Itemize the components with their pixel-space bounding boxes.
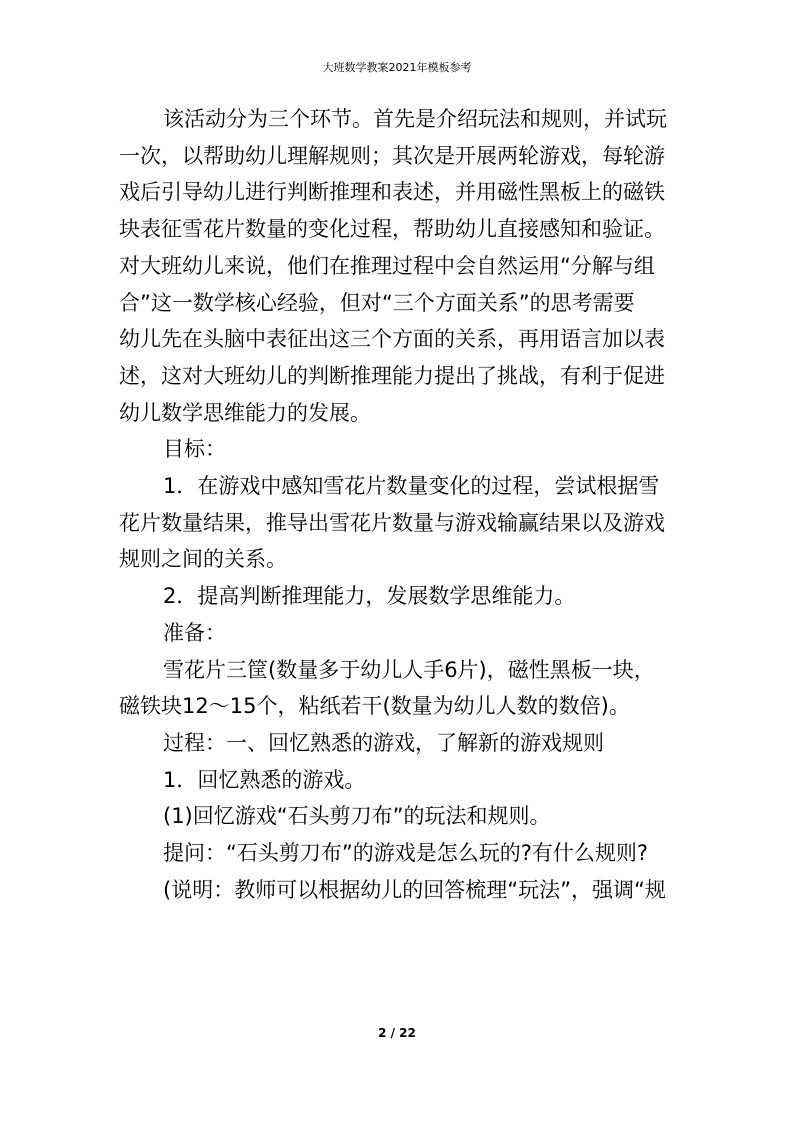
process-heading-text: 过程：一、回忆熟悉的游戏，了解新的游戏规则: [163, 730, 604, 755]
text-line: (说明：教师可以根据幼儿的回答梳理“玩法”，强调“规: [163, 877, 666, 902]
text-line: 2．提高判断推理能力，发展数学思维能力。: [163, 584, 576, 609]
text-line: 磁铁块12～15个，粘纸若干(数量为幼儿人数的数倍)。: [119, 694, 630, 719]
note-paragraph: [119, 872, 679, 909]
goals-heading-text: 目标：: [163, 437, 226, 462]
prep-heading-text: 准备：: [163, 620, 226, 645]
goals-heading: [119, 431, 679, 468]
text-line: 块表征雪花片数量的变化过程，帮助幼儿直接感知和验证。: [119, 217, 665, 242]
question-paragraph: [119, 835, 679, 872]
text-line: 幼儿先在头脑中表征出这三个方面的关系，再用语言加以表: [119, 327, 665, 352]
text-line: 述，这对大班幼儿的判断推理能力提出了挑战，有利于促进: [119, 363, 665, 388]
text-line: 提问：“石头剪刀布”的游戏是怎么玩的?有什么规则?: [163, 841, 649, 866]
text-line: 1．在游戏中感知雪花片数量变化的过程，尝试根据雪: [163, 474, 660, 499]
text-line: (1)回忆游戏“石头剪刀布”的玩法和规则。: [163, 804, 551, 829]
document-body: [119, 101, 679, 908]
text-line: 一次，以帮助幼儿理解规则；其次是开展两轮游戏，每轮游: [119, 143, 665, 168]
intro-paragraph: [119, 101, 679, 431]
text-line: 合”这一数学核心经验，但对“三个方面关系”的思考需要: [119, 290, 635, 315]
page-number: 2 / 22: [378, 1026, 416, 1040]
text-line: 1．回忆熟悉的游戏。: [163, 767, 366, 792]
prep-heading: [119, 615, 679, 652]
text-line: 雪花片三筐(数量多于幼儿人手6片)，磁性黑板一块，: [163, 657, 655, 682]
text-line: 对大班幼儿来说，他们在推理过程中会自然运用“分解与组: [119, 253, 655, 278]
step-1-paragraph: [119, 762, 679, 799]
prep-paragraph: [119, 652, 679, 725]
process-heading: [119, 725, 679, 762]
text-line: 戏后引导幼儿进行判断推理和表述，并用磁性黑板上的磁铁: [119, 180, 665, 205]
text-line: 规则之间的关系。: [119, 547, 287, 572]
step-1-1-paragraph: [119, 798, 679, 835]
page-header: 大班数学教案2021年模板参考: [322, 61, 472, 74]
text-line: 花片数量结果，推导出雪花片数量与游戏输赢结果以及游戏: [119, 510, 665, 535]
text-line: 幼儿数学思维能力的发展。: [119, 400, 371, 425]
goal-1-paragraph: [119, 468, 679, 578]
text-line: 该活动分为三个环节。首先是介绍玩法和规则，并试玩: [163, 107, 667, 131]
goal-2-paragraph: [119, 578, 679, 615]
